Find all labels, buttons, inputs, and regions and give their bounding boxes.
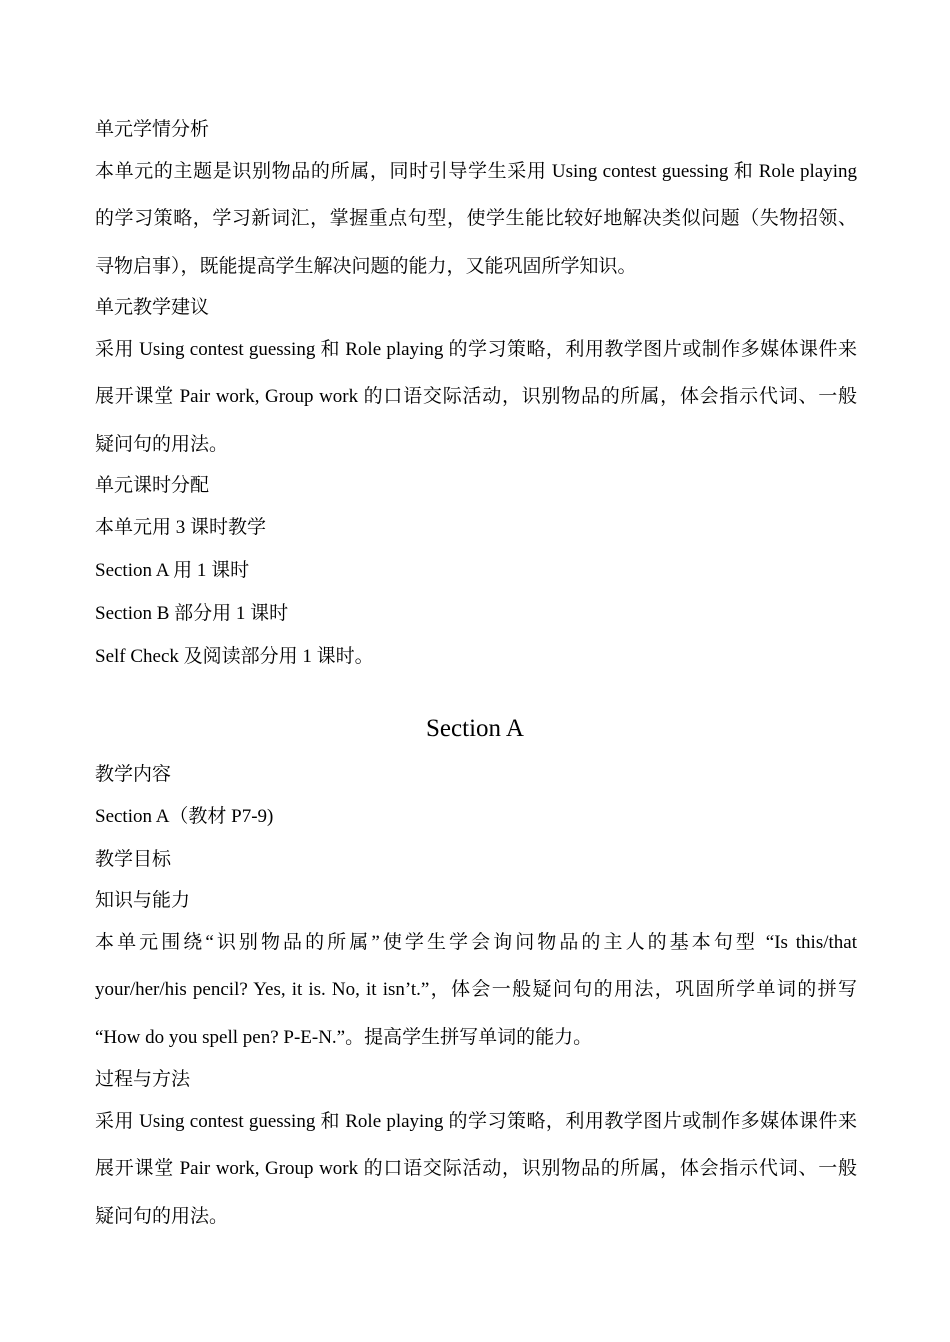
knowledge-line-1: 本单元围绕“识别物品的所属”使学生学会询问物品的主人的基本句型 “Is this/that [95,932,857,953]
unit-suggestion-heading: 单元教学建议 [95,297,210,318]
knowledge-heading: 知识与能力 [95,890,191,911]
content-heading: 教学内容 [95,764,172,785]
unit-analysis-heading: 单元学情分析 [95,119,210,140]
unit-analysis-line-3: 寻物启事），既能提高学生解决问题的能力，又能巩固所学知识。 [95,256,637,277]
process-heading: 过程与方法 [95,1069,191,1090]
unit-schedule-item: Section A 用 1 课时 [95,560,250,581]
unit-suggestion-line-1: 采用 Using contest guessing 和 Role playing 的学习策略，利用教学图片或制作多媒体课件来 [95,339,857,360]
unit-schedule-item: 本单元用 3 课时教学 [95,517,267,538]
knowledge-line-3: “How do you spell pen? P-E-N.”。提高学生拼写单词的能力。 [95,1027,593,1048]
knowledge-line-2: your/her/his pencil? Yes, it is. No, it isn’t.”，体会一般疑问句的用法，巩固所学单词的拼写 [95,979,857,1000]
unit-schedule-item: Section B 部分用 1 课时 [95,603,289,624]
section-title: Section A [426,715,524,742]
unit-suggestion-line-2: 展开课堂 Pair work, Group work 的口语交际活动，识别物品的所属，体会指示代词、一般 [95,386,857,407]
process-line-2: 展开课堂 Pair work, Group work 的口语交际活动，识别物品的所属，体会指示代词、一般 [95,1158,857,1179]
unit-schedule-heading: 单元课时分配 [95,475,210,496]
process-line-1: 采用 Using contest guessing 和 Role playing 的学习策略，利用教学图片或制作多媒体课件来 [95,1111,857,1132]
unit-analysis-line-2: 的学习策略，学习新词汇，掌握重点句型，使学生能比较好地解决类似问题（失物招领、 [95,208,857,229]
unit-analysis-line-1: 本单元的主题是识别物品的所属，同时引导学生采用 Using contest guessing 和 Role playing [95,161,857,182]
unit-suggestion-line-3: 疑问句的用法。 [95,434,229,455]
content-text: Section A（教材 P7-9) [95,806,274,827]
goals-heading: 教学目标 [95,849,172,870]
unit-schedule-item: Self Check 及阅读部分用 1 课时。 [95,646,374,667]
process-line-3: 疑问句的用法。 [95,1206,229,1227]
